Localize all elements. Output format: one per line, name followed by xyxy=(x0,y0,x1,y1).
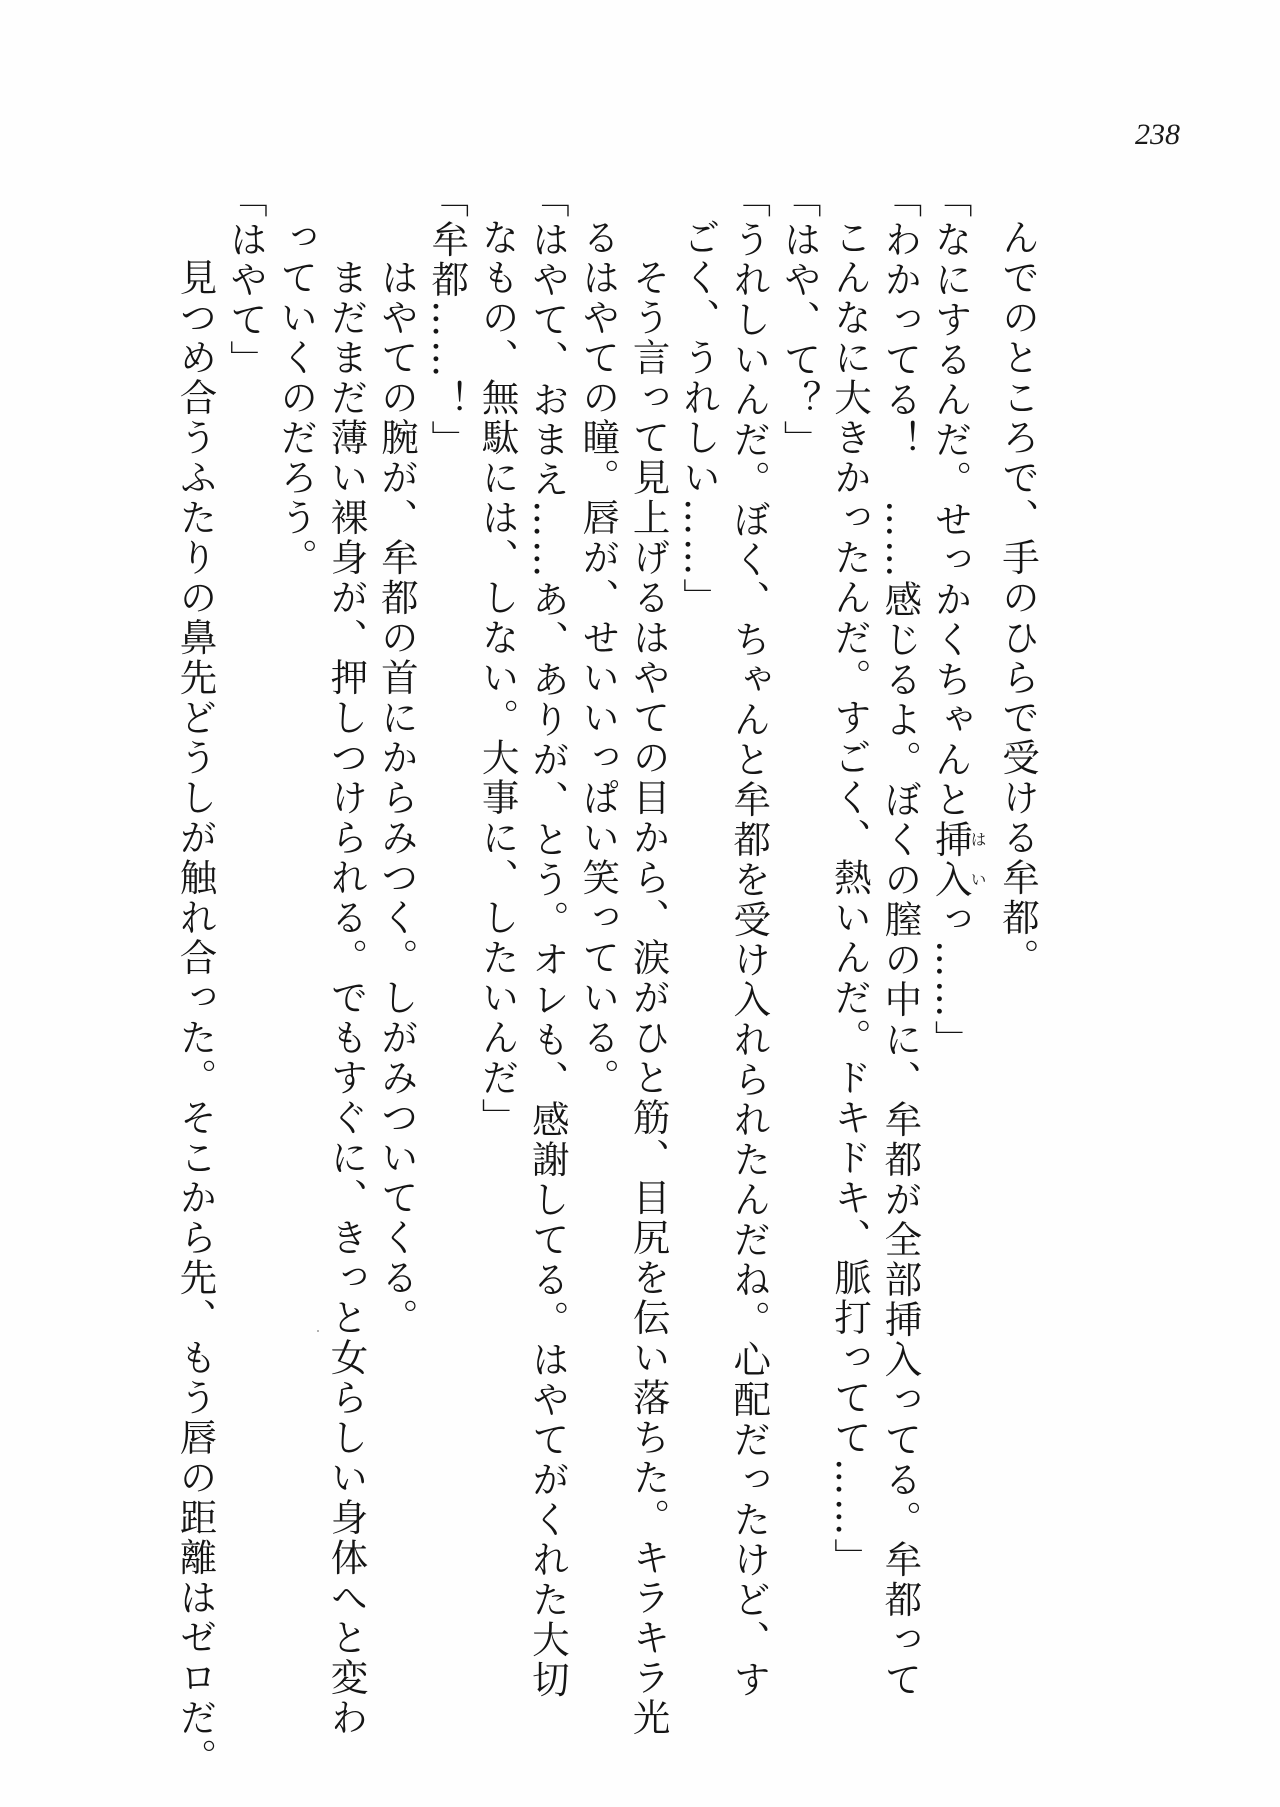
text-line-11: なもの、無駄には、しない。大事に、したいんだ」 xyxy=(475,218,520,1138)
text-line-13: はやての腕が、牟都の首にからみつく。しがみついてくる。 xyxy=(374,218,419,1338)
text-line-9: るはやての瞳。唇が、せいいっぱい笑っている。 xyxy=(576,218,621,1098)
paper-speck xyxy=(317,1330,319,1332)
ruby-reading: はい xyxy=(968,820,988,900)
text-line-14: まだまだ薄い裸身が、押しつけられる。でもすぐに、きっと女らしい身体へと変わ xyxy=(324,218,369,1738)
text-line-4: こんなに大きかったんだ。すごく、熱いんだ。ドキドキ、脈打ってて……」 xyxy=(827,218,872,1578)
text-line-1: んでのところで、手のひらで受ける牟都。 xyxy=(996,218,1040,978)
text-line-15: っていくのだろう。 xyxy=(274,218,319,578)
text-line-3: 「わかってる！ ……感じるよ。ぼくの膣の中に、牟都が全部挿入ってる。牟都って xyxy=(878,180,923,1700)
text-line-17: 見つめ合うふたりの鼻先どうしが触れ合った。そこから先、もう唇の距離はゼロだ。 xyxy=(173,218,218,1778)
text-line-10: 「はやて、おまえ……あ、ありが、とう。オレも、感謝してる。はやてがくれた大切 xyxy=(525,180,570,1700)
text-line-6: 「うれしいんだ。ぼく、ちゃんと牟都を受け入れられたんだね。心配だったけど、す xyxy=(727,180,772,1700)
page-number: 238 xyxy=(1135,118,1180,151)
text-line-16: 「はやて」 xyxy=(223,180,268,380)
text-line-5: 「はや、て？」 xyxy=(777,180,822,460)
vertical-text-body xyxy=(173,180,1040,1778)
text-line-8: そう言って見上げるはやての目から、涙がひと筋、目尻を伝い落ちた。キラキラ光 xyxy=(626,218,671,1738)
text-line-2: 「なにするんだ。せっかくちゃんと挿入はいっ……」 xyxy=(928,180,988,1060)
ruby-base: 挿入はい xyxy=(928,820,988,900)
text-line-12: 「牟都……！」 xyxy=(425,180,470,460)
text-line-7: ごく、うれしい……」 xyxy=(676,218,721,618)
